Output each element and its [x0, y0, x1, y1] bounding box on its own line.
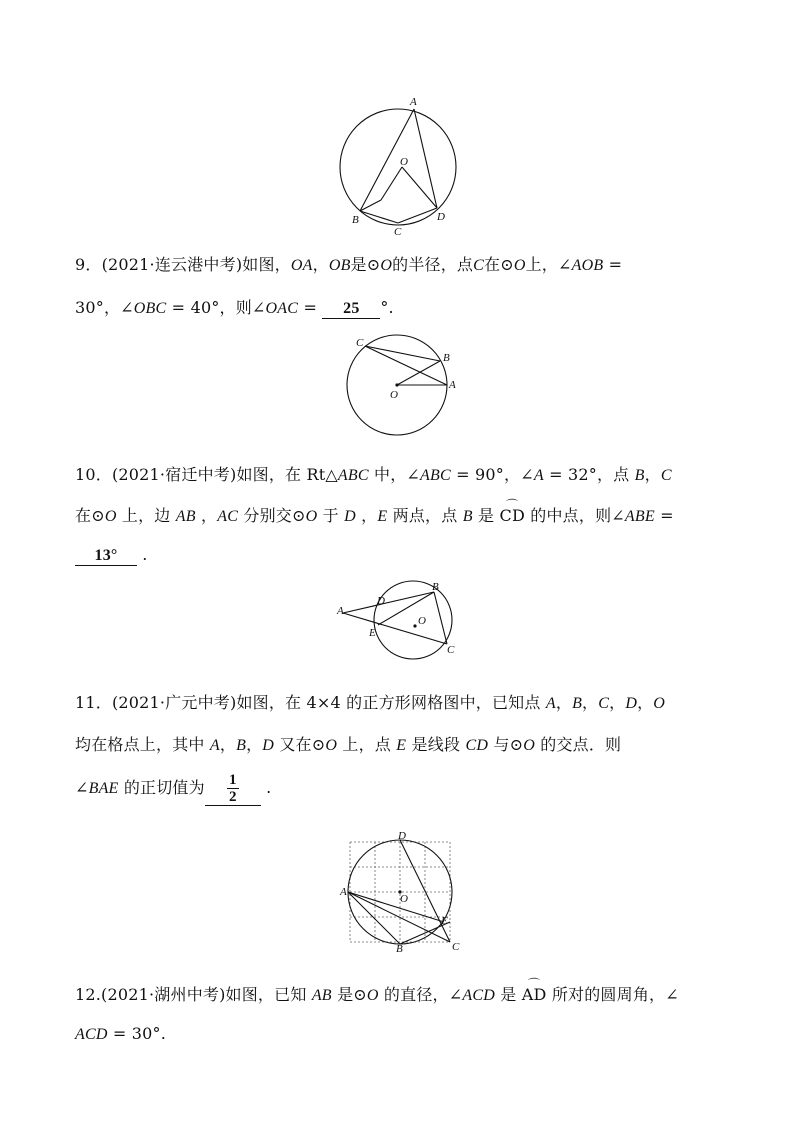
- q10-answer: 13°: [75, 547, 137, 566]
- label-O: O: [418, 615, 426, 627]
- label-O: O: [400, 893, 408, 905]
- q11-line-2: 均在格点上，其中 A，B，D 又在⊙O 上，点 E 是线段 CD 与⊙O 的交点．则: [75, 735, 622, 754]
- q9-answer: 25: [322, 300, 380, 319]
- label-E: E: [441, 915, 448, 927]
- label-C: C: [356, 337, 364, 349]
- label-A: A: [449, 379, 456, 391]
- label-D: D: [377, 595, 385, 607]
- q9-line-1: 9．(2021·连云港中考)如图，OA，OB是⊙O的半径，点C在⊙O上，∠AOB =: [75, 255, 623, 274]
- label-A: A: [410, 96, 417, 108]
- q11-answer: $\frac{1}{2}$: [205, 772, 261, 806]
- q11-line-3: ∠BAE 的正切值为 $\frac{1}{2}$ .: [75, 772, 272, 805]
- label-C: C: [452, 941, 460, 953]
- figure-q8: [330, 95, 465, 240]
- label-A: A: [340, 886, 347, 898]
- label-O: O: [390, 389, 398, 401]
- label-B: B: [432, 581, 439, 593]
- label-O: O: [400, 156, 408, 168]
- q10-line-3: 13° .: [75, 545, 148, 566]
- label-D: D: [398, 830, 406, 842]
- label-B: B: [443, 352, 450, 364]
- q10-line-2: 在⊙O 上，边 AB ，AC 分别交⊙O 于 D ，E 两点，点 B 是 ⌒ CD 的中点，则∠ABE =: [75, 503, 674, 526]
- label-D: D: [437, 211, 445, 223]
- figure-q10: [335, 580, 460, 662]
- q12-line-1: 12.(2021·湖州中考)如图，已知 AB 是⊙O 的直径，∠ACD 是 ⌒ AD 所对的圆周角，∠: [75, 982, 679, 1005]
- label-E: E: [369, 627, 376, 639]
- label-B: B: [352, 214, 359, 226]
- q9-line-2: 30°，∠OBC = 40°，则∠OAC = 25 °.: [75, 298, 394, 317]
- q11-line-1: 11．(2021·广元中考)如图，在 4×4 的正方形网格图中，已知点 A，B，C，D，O: [75, 693, 666, 712]
- figure-q9: [340, 328, 470, 443]
- label-A: A: [337, 605, 344, 617]
- label-C: C: [394, 226, 402, 238]
- label-B: B: [396, 943, 403, 954]
- q12-line-2: ACD = 30°.: [75, 1024, 167, 1043]
- label-C: C: [447, 644, 455, 656]
- q10-line-1: 10．(2021·宿迁中考)如图，在 Rt△ABC 中，∠ABC = 90°，∠A = 32°，点 B，C: [75, 465, 672, 484]
- figure-q11: [338, 828, 463, 954]
